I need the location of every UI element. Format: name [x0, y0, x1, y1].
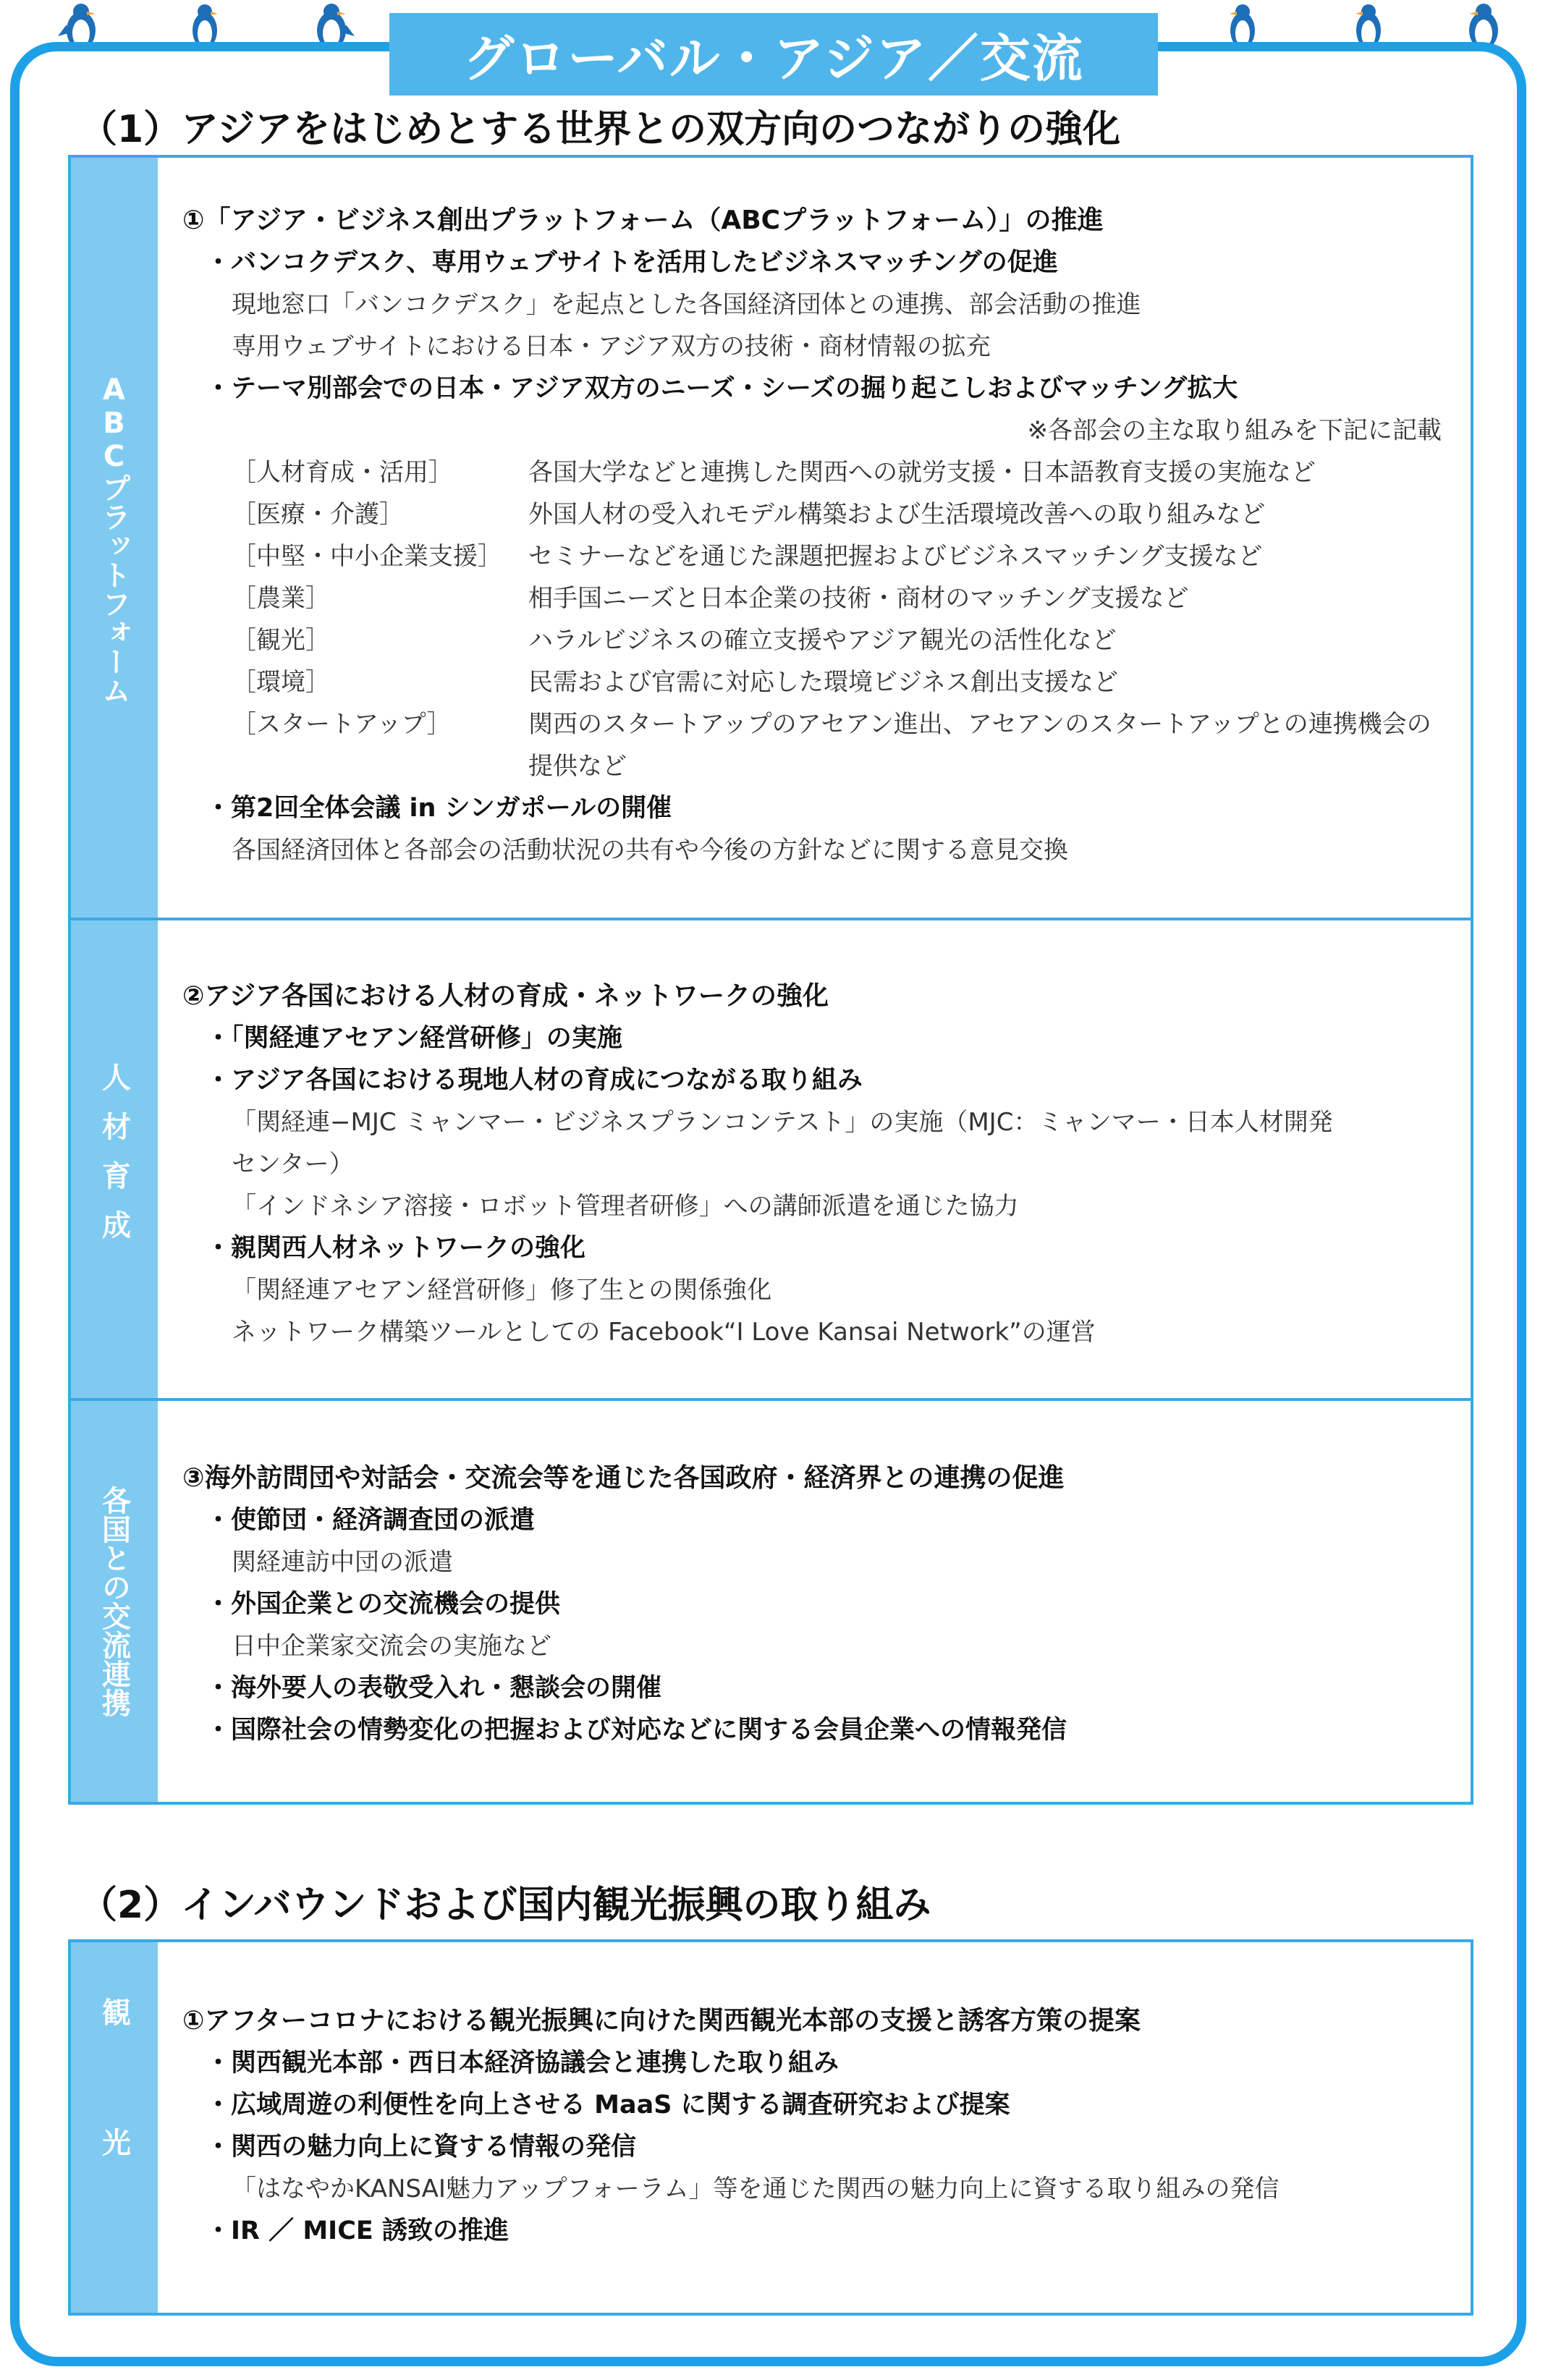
- detail: 「関経連−MJC ミャンマー・ビジネスプランコンテスト」の実施（MJC：ミャンマー・日本人材開発: [232, 1108, 1333, 1137]
- panel-kanko: [182, 2000, 1445, 2252]
- subcommittee-row: [182, 494, 1445, 535]
- row-key: ［観光］: [232, 626, 330, 655]
- detail: 関経連訪中団の派遣: [232, 1548, 453, 1577]
- row-key: ［農業］: [232, 584, 330, 613]
- row-value: セミナーなどを通じた課題把握およびビジネスマッチング支援など: [528, 542, 1263, 571]
- detail: 現地窓口「バンコクデスク」を起点とした各国経済団体との連携、部会活動の推進: [232, 290, 1141, 319]
- bullet: ・使節団・経済調査団の派遣: [206, 1506, 536, 1535]
- bullet: ・外国企業との交流機会の提供: [206, 1590, 561, 1619]
- row-value: 民需および官需に対応した環境ビジネス創出支援など: [528, 668, 1118, 697]
- detail: 日中企業家交流会の実施など: [232, 1632, 551, 1661]
- side-label-kanko: 観光: [71, 1942, 158, 2313]
- row-value: ハラルビジネスの確立支援やアジア観光の活性化など: [528, 626, 1117, 655]
- section1-box: [68, 155, 1473, 1805]
- panel-heading: ③海外訪問団や対話会・交流会等を通じた各国政府・経済界との連携の促進: [182, 1463, 1065, 1493]
- row-key: ［スタートアップ］: [232, 710, 452, 739]
- panel-heading: ①アフターコロナにおける観光振興に向けた関西観光本部の支援と誘客方策の提案: [182, 2006, 1141, 2036]
- row-value: 相手国ニーズと日本企業の技術・商材のマッチング支援など: [528, 584, 1189, 613]
- row-key: ［環境］: [232, 668, 330, 697]
- bullet: ・関西観光本部・西日本経済協議会と連携した取り組み: [206, 2049, 839, 2078]
- panel-jinzai: [182, 975, 1445, 1353]
- side-label-jinzai: 人材育成: [71, 920, 158, 1401]
- row-value: 外国人材の受入れモデル構築および生活環境改善への取り組みなど: [528, 500, 1266, 529]
- row-key: ［中堅・中小企業支援］: [232, 542, 502, 571]
- detail: 「関経連アセアン経営研修」修了生との関係強化: [232, 1276, 772, 1305]
- page-title: グローバル・アジア／交流: [389, 13, 1158, 96]
- divider: [71, 918, 1471, 920]
- subcommittee-row: [182, 703, 1445, 745]
- bullet: ・「関経連アセアン経営研修」の実施: [206, 1024, 622, 1053]
- detail: 「インドネシア溶接・ロボット管理者研修」への講師派遣を通じた協力: [232, 1192, 1019, 1221]
- bullet: ・海外要人の表敬受入れ・懇談会の開催: [206, 1674, 662, 1703]
- detail: 各国経済団体と各部会の活動状況の共有や今後の方針などに関する意見交換: [232, 836, 1068, 865]
- row-value: 各国大学などと連携した関西への就労支援・日本語教育支援の実施など: [528, 458, 1316, 487]
- row-value: 関西のスタートアップのアセアン進出、アセアンのスタートアップとの連携機会の: [528, 710, 1431, 739]
- panel-heading: ②アジア各国における人材の育成・ネットワークの強化: [182, 981, 829, 1011]
- detail: 専用ウェブサイトにおける日本・アジア双方の技術・商材情報の拡充: [232, 332, 991, 361]
- section2-box: [68, 1939, 1473, 2316]
- bullet: ・バンコクデスク、専用ウェブサイトを活用したビジネスマッチングの促進: [206, 248, 1058, 277]
- bullet: ・IR ／ MICE 誘致の推進: [206, 2216, 509, 2245]
- section2-heading: （2）インバウンドおよび国内観光振興の取り組み: [80, 1884, 931, 1927]
- bullet: ・広域周遊の利便性を向上させる MaaS に関する調査研究および提案: [206, 2091, 1010, 2119]
- note: ※各部会の主な取り組みを下記に記載: [1027, 416, 1442, 445]
- side-label-abc: ABCプラットフォーム: [71, 158, 158, 920]
- detail: ネットワーク構築ツールとしての Facebook“I Love Kansai Network”の運営: [232, 1318, 1096, 1347]
- subcommittee-row: [182, 661, 1445, 703]
- row-key: ［医療・介護］: [232, 500, 404, 529]
- row-key: ［人材育成・活用］: [232, 458, 453, 487]
- bullet: ・第2回全体会議 in シンガポールの開催: [206, 794, 672, 823]
- section1-heading: （1）アジアをはじめとする世界との双方向のつながりの強化: [80, 108, 1121, 151]
- subcommittee-row: [182, 619, 1445, 661]
- detail: 「はなやかKANSAI魅力アップフォーラム」等を通じた関西の魅力向上に資する取り組みの発信: [232, 2174, 1280, 2203]
- subcommittee-row: [182, 452, 1445, 494]
- side-label-kakkoku: 各国との交流連携: [71, 1401, 158, 1802]
- bullet: ・テーマ別部会での日本・アジア双方のニーズ・シーズの掘り起こしおよびマッチング拡大: [206, 374, 1238, 403]
- row-continuation: 提供など: [528, 752, 627, 781]
- bullet: ・アジア各国における現地人材の育成につながる取り組み: [206, 1066, 863, 1095]
- bullet: ・親関西人材ネットワークの強化: [206, 1234, 586, 1263]
- bullet: ・関西の魅力向上に資する情報の発信: [206, 2133, 637, 2161]
- bullet: ・国際社会の情勢変化の把握および対応などに関する会員企業への情報発信: [206, 1716, 1067, 1745]
- panel-abc: [182, 200, 1445, 871]
- panel-heading: ①「アジア・ビジネス創出プラットフォーム（ABCプラットフォーム）」の推進: [182, 206, 1104, 235]
- subcommittee-row: [182, 577, 1445, 619]
- detail: センター）: [232, 1150, 354, 1179]
- panel-kakkoku: [182, 1457, 1445, 1751]
- divider: [71, 1398, 1471, 1401]
- subcommittee-row: [182, 535, 1445, 577]
